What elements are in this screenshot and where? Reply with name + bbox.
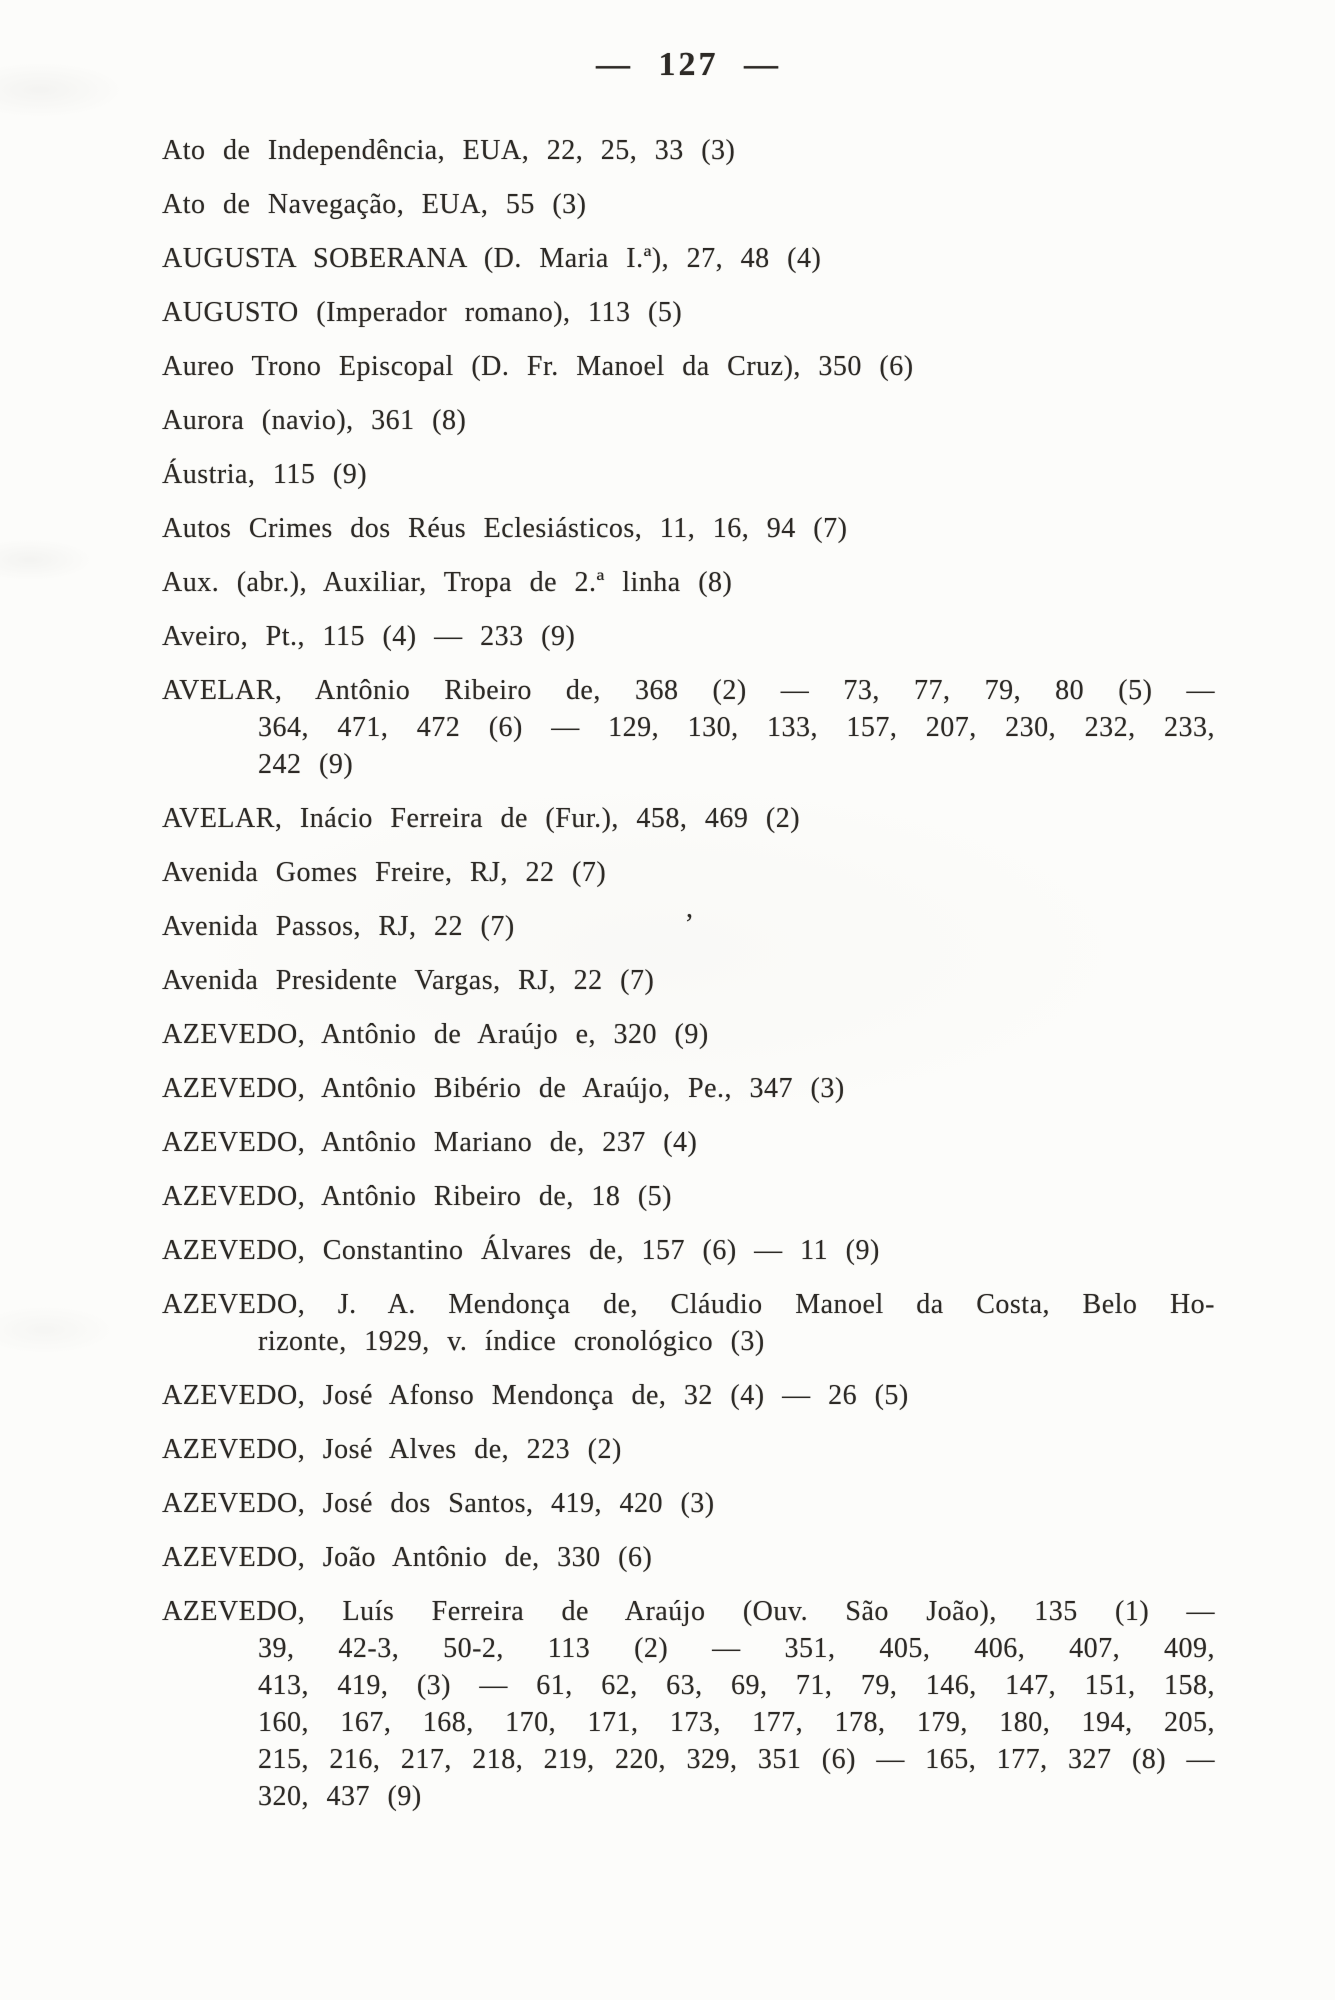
index-entry — [162, 962, 1215, 999]
index-entry — [162, 1016, 1215, 1053]
entry-line: AZEVEDO, Antônio de Araújo e, 320 (9) — [162, 1019, 709, 1050]
entry-line: 160, 167, 168, 170, 171, 173, 177, 178, 179, 180, 194, 205, — [258, 1707, 1215, 1738]
entry-line: Avenida Gomes Freire, RJ, 22 (7) — [162, 857, 607, 888]
entry-line: 215, 216, 217, 218, 219, 220, 329, 351 (6) — 165, 177, 327 (8) — — [258, 1744, 1215, 1775]
entry-line: AZEVEDO, Constantino Álvares de, 157 (6) — 11 (9) — [162, 1235, 880, 1266]
entry-line: Aveiro, Pt., 115 (4) — 233 (9) — [162, 621, 576, 652]
page-number: — 127 — — [596, 46, 781, 83]
index-entry — [162, 510, 1215, 547]
entry-line: Áustria, 115 (9) — [162, 459, 368, 490]
entry-line: Aux. (abr.), Auxiliar, Tropa de 2.ª linha (8) — [162, 567, 733, 598]
entry-line: AZEVEDO, José Afonso Mendonça de, 32 (4) — 26 (5) — [162, 1380, 909, 1411]
entry-line: Ato de Navegação, EUA, 55 (3) — [162, 189, 587, 220]
index-entry — [162, 240, 1215, 277]
index-entry — [162, 1431, 1215, 1468]
entry-line: AZEVEDO, Antônio Bibério de Araújo, Pe., 347 (3) — [162, 1073, 845, 1104]
index-entry — [162, 1286, 1215, 1360]
entry-line: rizonte, 1929, v. índice cronológico (3) — [258, 1326, 765, 1357]
entry-line: 413, 419, (3) — 61, 62, 63, 69, 71, 79, 146, 147, 151, 158, — [258, 1670, 1215, 1701]
index-entry — [162, 1232, 1215, 1269]
entry-line: AZEVEDO, Antônio Mariano de, 237 (4) — [162, 1127, 698, 1158]
entry-line: AUGUSTA SOBERANA (D. Maria I.ª), 27, 48 (4) — [162, 243, 822, 274]
index-entry — [162, 672, 1215, 783]
entry-line: AZEVEDO, J. A. Mendonça de, Cláudio Manoel da Costa, Belo Ho- — [162, 1289, 1215, 1320]
entry-line: AZEVEDO, José Alves de, 223 (2) — [162, 1434, 622, 1465]
index-entry — [162, 1377, 1215, 1414]
index-entry — [162, 402, 1215, 439]
entry-line: AUGUSTO (Imperador romano), 113 (5) — [162, 297, 683, 328]
entry-line: Avenida Presidente Vargas, RJ, 22 (7) — [162, 965, 655, 996]
index-entry — [162, 564, 1215, 601]
entry-line: Ato de Independência, EUA, 22, 25, 33 (3) — [162, 135, 736, 166]
index-entry — [162, 456, 1215, 493]
entry-line: AZEVEDO, João Antônio de, 330 (6) — [162, 1542, 653, 1573]
index-entries — [162, 132, 1215, 1832]
index-entry — [162, 348, 1215, 385]
index-entry — [162, 1593, 1215, 1815]
stray-comma-mark: , — [686, 893, 693, 924]
index-entry — [162, 132, 1215, 169]
index-entry — [162, 1070, 1215, 1107]
index-entry — [162, 800, 1215, 837]
index-entry — [162, 1485, 1215, 1522]
index-entry — [162, 1124, 1215, 1161]
index-entry — [162, 854, 1215, 891]
entry-line: AVELAR, Inácio Ferreira de (Fur.), 458, 469 (2) — [162, 803, 801, 834]
entry-line: AZEVEDO, José dos Santos, 419, 420 (3) — [162, 1488, 715, 1519]
entry-line: Aureo Trono Episcopal (D. Fr. Manoel da Cruz), 350 (6) — [162, 351, 914, 382]
entry-line: Aurora (navio), 361 (8) — [162, 405, 467, 436]
entry-line: 39, 42-3, 50-2, 113 (2) — 351, 405, 406, 407, 409, — [258, 1633, 1215, 1664]
index-entry — [162, 1178, 1215, 1215]
entry-line: AZEVEDO, Luís Ferreira de Araújo (Ouv. São João), 135 (1) — — [162, 1596, 1215, 1627]
index-entry — [162, 294, 1215, 331]
index-entry — [162, 1539, 1215, 1576]
entry-line: AVELAR, Antônio Ribeiro de, 368 (2) — 73, 77, 79, 80 (5) — — [162, 675, 1215, 706]
index-entry — [162, 618, 1215, 655]
entry-line: AZEVEDO, Antônio Ribeiro de, 18 (5) — [162, 1181, 672, 1212]
entry-line: Autos Crimes dos Réus Eclesiásticos, 11, 16, 94 (7) — [162, 513, 848, 544]
entry-line: 364, 471, 472 (6) — 129, 130, 133, 157, 207, 230, 232, 233, — [258, 712, 1215, 743]
index-entry — [162, 186, 1215, 223]
entry-line: 242 (9) — [258, 749, 354, 780]
entry-line: Avenida Passos, RJ, 22 (7) — [162, 911, 515, 942]
entry-line: 320, 437 (9) — [258, 1781, 422, 1812]
